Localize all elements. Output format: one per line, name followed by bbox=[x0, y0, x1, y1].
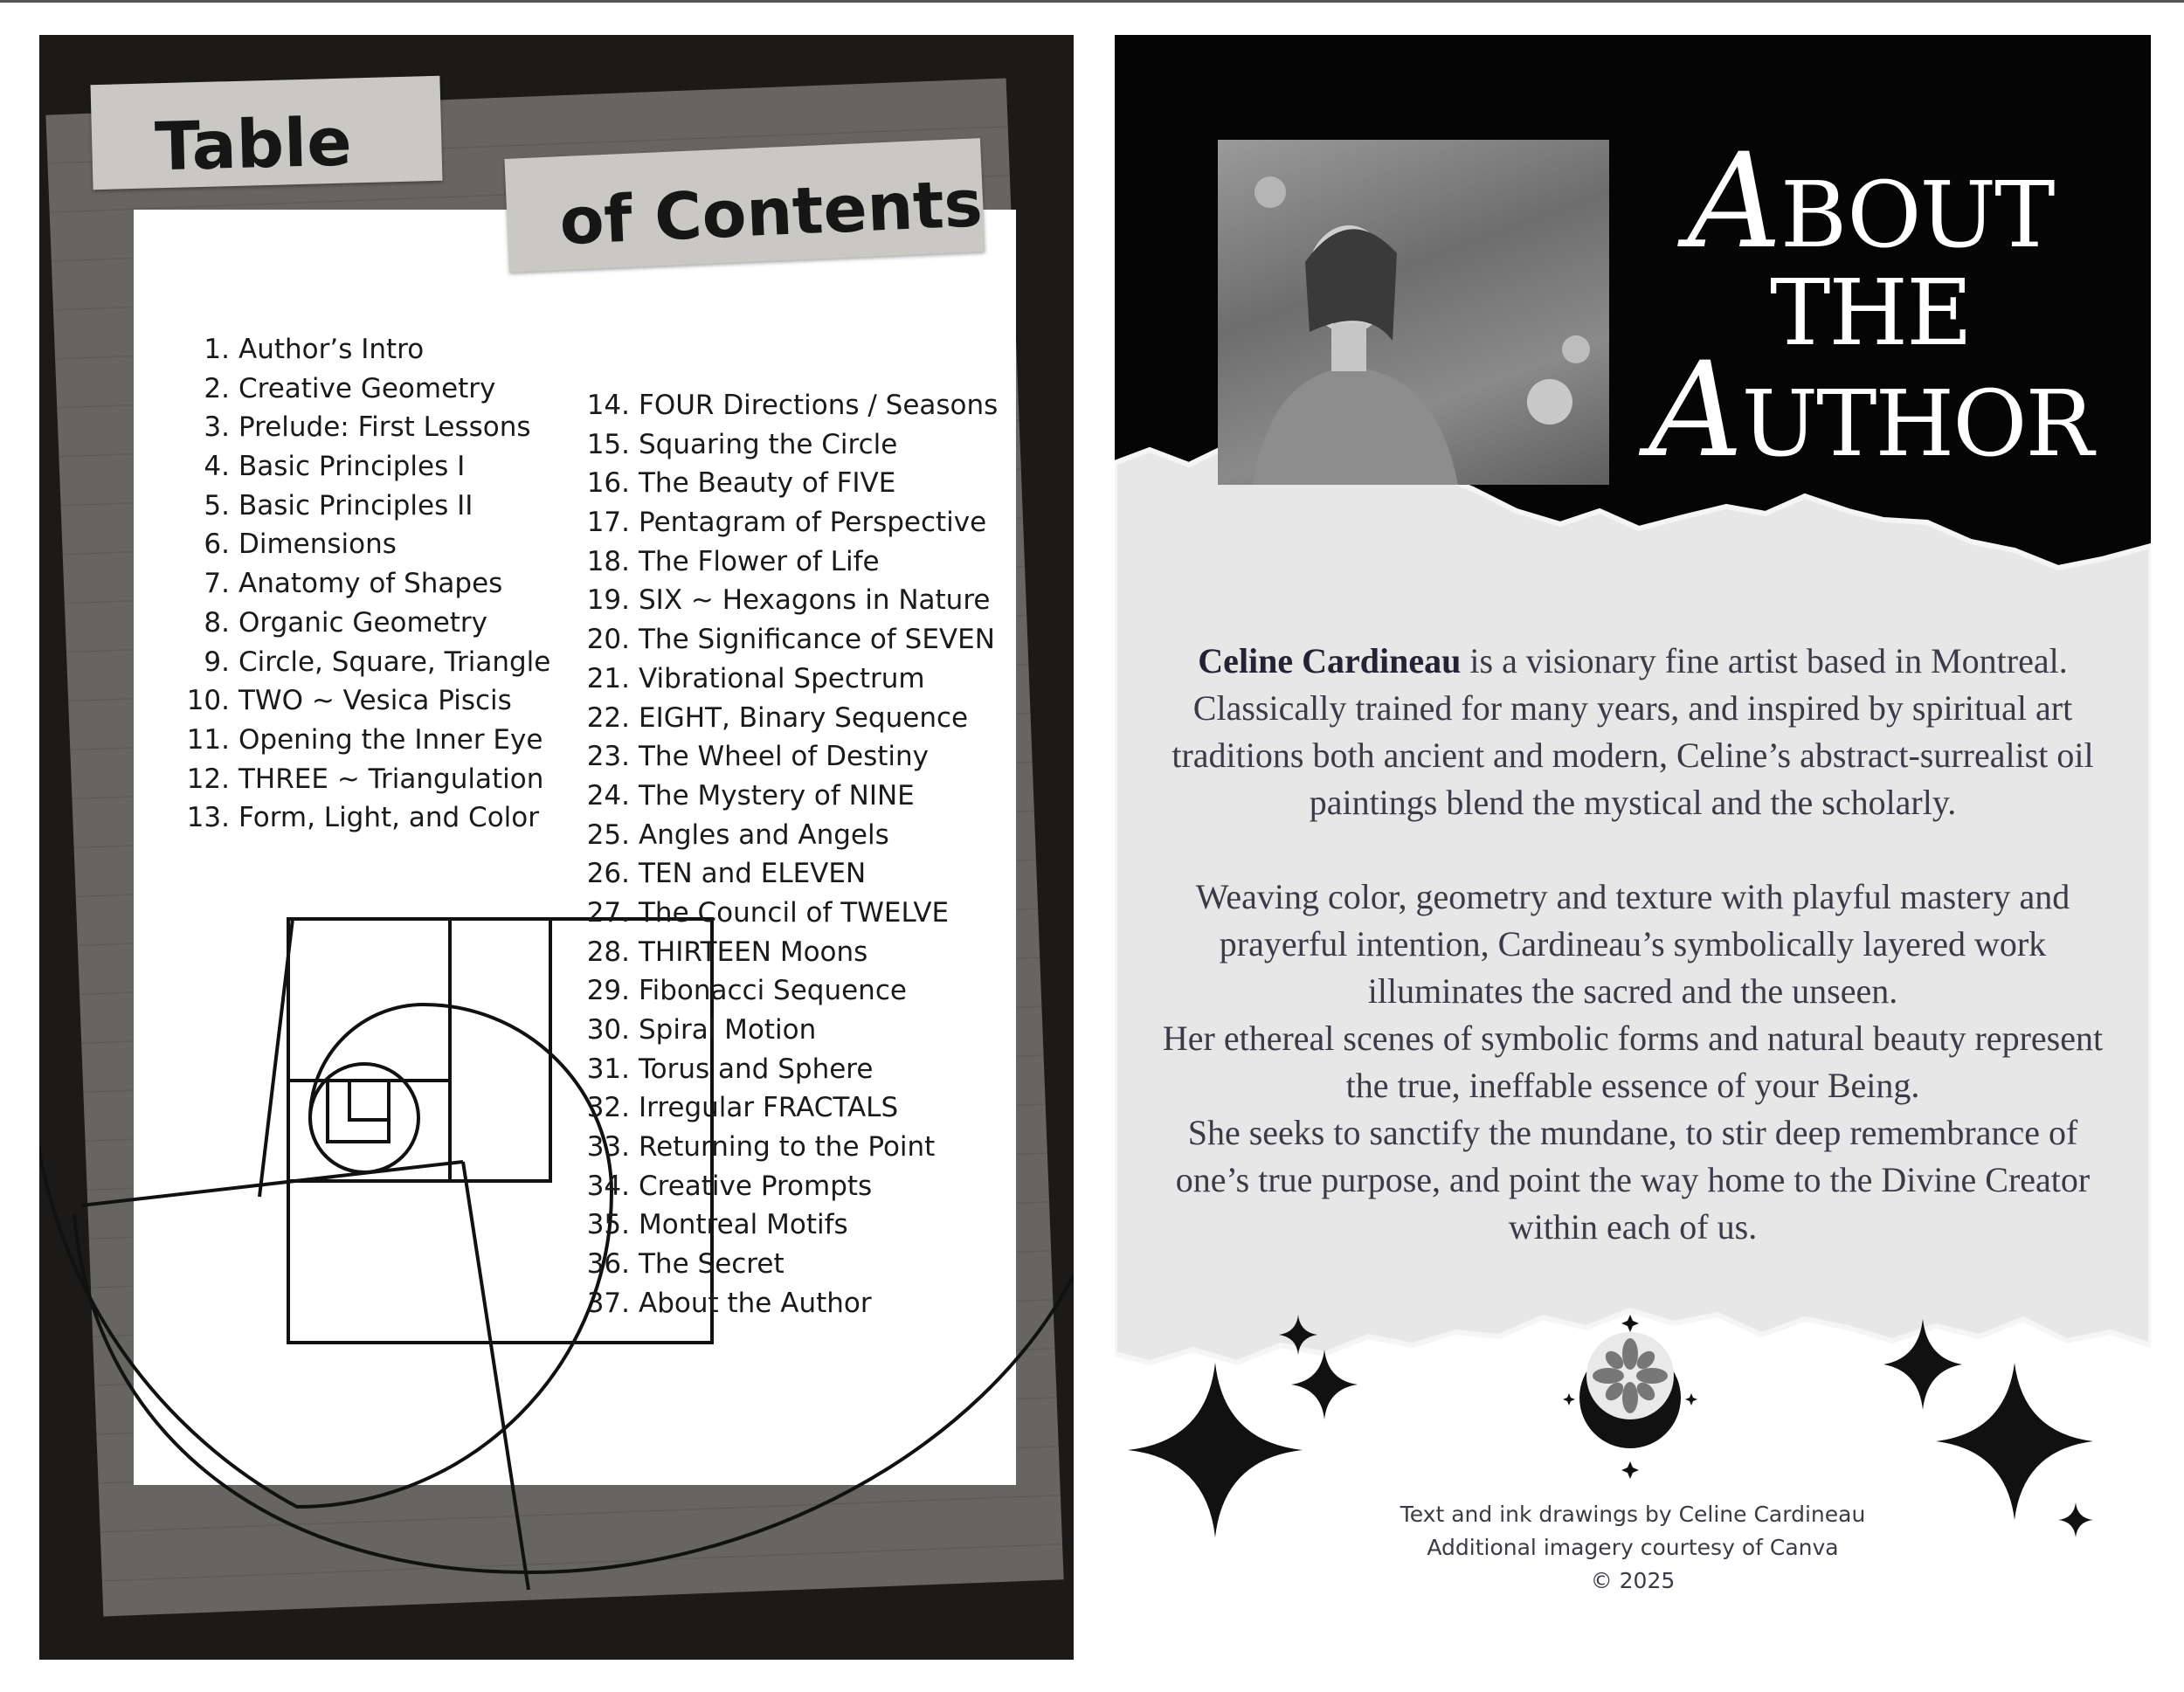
image-credits bbox=[1115, 1498, 2151, 1598]
toc-entry[interactable]: 2. Creative Geometry bbox=[204, 372, 496, 404]
top-border bbox=[0, 0, 2184, 3]
toc-entry[interactable]: 21. Vibrational Spectrum bbox=[586, 662, 925, 694]
toc-entry[interactable]: 5. Basic Principles II bbox=[204, 489, 473, 521]
toc-entry[interactable]: 4. Basic Principles I bbox=[204, 451, 466, 483]
toc-entry[interactable]: 18. The Flower of Life bbox=[586, 545, 880, 577]
credit-line-1: Text and ink drawings by Celine Cardineau bbox=[1400, 1502, 1866, 1527]
toc-column-2 bbox=[579, 386, 998, 1323]
sparkle-mid-right-icon bbox=[1883, 1319, 1962, 1410]
author-name: Celine Cardineau bbox=[1198, 641, 1462, 680]
toc-entry[interactable]: 16. The Beauty of FIVE bbox=[586, 467, 896, 500]
toc-entry[interactable]: 29. Fibonacci Sequence bbox=[586, 975, 907, 1007]
toc-entry[interactable]: 3. Prelude: First Lessons bbox=[204, 411, 531, 444]
toc-entry[interactable]: 13. Form, Light, and Color bbox=[186, 802, 539, 834]
sparkle-tiny-left-icon bbox=[1279, 1315, 1317, 1355]
toc-entry[interactable]: 20. The Significance of SEVEN bbox=[586, 624, 995, 656]
toc-title-line2: of Contents bbox=[557, 166, 985, 260]
toc-entry[interactable]: 9. Circle, Square, Triangle bbox=[204, 646, 551, 678]
heading-line-1: ABOUT THE bbox=[1687, 126, 2054, 366]
toc-entry[interactable]: 34. Creative Prompts bbox=[586, 1170, 873, 1202]
toc-entry[interactable]: 7. Anatomy of Shapes bbox=[204, 568, 503, 600]
toc-entry[interactable]: 28. THIRTEEN Moons bbox=[586, 936, 868, 968]
toc-entry[interactable]: 30. Spiral Motion bbox=[586, 1014, 817, 1046]
bio-paragraph-1: Celine Cardineau is a visionary fine artist based in Montreal. Classically trained for many years, and inspired by spiritual art traditions both ancient and modern, Celine’s abstract-surrealist oil paintings blend the mystical and the scholarly. bbox=[1171, 641, 2094, 822]
golden-square-d bbox=[328, 1081, 389, 1142]
toc-entry[interactable]: 37. About the Author bbox=[586, 1287, 872, 1319]
golden-square-a bbox=[288, 919, 450, 1081]
toc-entry[interactable]: 32. Irregular FRACTALS bbox=[586, 1092, 899, 1124]
bio-paragraph-3: Her ethereal scenes of symbolic forms and natural beauty represent the true, ineffable essence of your Being. bbox=[1162, 1019, 2104, 1105]
sparkle-small-left-icon bbox=[1291, 1350, 1358, 1419]
toc-entry[interactable]: 22. EIGHT, Binary Sequence bbox=[586, 701, 969, 734]
golden-square-e bbox=[349, 1081, 389, 1120]
heading-line-2: AUTHOR bbox=[1648, 335, 2092, 487]
toc-entry[interactable]: 23. The Wheel of Destiny bbox=[586, 741, 930, 773]
toc-entry[interactable]: 27. The Council of TWELVE bbox=[586, 896, 950, 929]
spiral-curve bbox=[39, 1000, 612, 1507]
golden-line-d bbox=[463, 1162, 529, 1590]
toc-entry[interactable]: 10. TWO ~ Vesica Piscis bbox=[186, 685, 512, 717]
toc-entry[interactable]: 8. Organic Geometry bbox=[204, 606, 488, 639]
moon-flower-emblem-icon bbox=[1563, 1315, 1697, 1479]
sparkle-decorations bbox=[1115, 35, 2151, 1660]
about-the-author-page bbox=[1115, 35, 2151, 1660]
toc-title-line1: Table bbox=[154, 102, 353, 186]
bio-paragraph-2: Weaving color, geometry and texture with playful mastery and prayerful intention, Cardineau’s symbolically layered work illuminates the sacred and the unseen. bbox=[1195, 877, 2070, 1011]
credit-line-2: Additional imagery courtesy of Canva bbox=[1427, 1535, 1839, 1560]
toc-column-1 bbox=[179, 330, 550, 838]
sparkle-large-right-icon bbox=[1936, 1363, 2093, 1520]
toc-entry[interactable]: 14. FOUR Directions / Seasons bbox=[586, 390, 999, 421]
toc-entry[interactable]: 17. Pentagram of Perspective bbox=[586, 507, 987, 539]
toc-entry[interactable]: 33. Returning to the Point bbox=[586, 1131, 936, 1164]
toc-entry[interactable]: 24. The Mystery of NINE bbox=[586, 779, 915, 811]
golden-line-c bbox=[81, 1162, 463, 1205]
toc-entry[interactable]: 26. TEN and ELEVEN bbox=[586, 858, 867, 890]
bio-paragraph-4: She seeks to sanctify the mundane, to stir deep remembrance of one’s true purpose, and point the way home to the Divine Creator within each of us. bbox=[1175, 1113, 2091, 1247]
toc-entry[interactable]: 36. The Secret bbox=[586, 1248, 784, 1281]
table-of-contents-page bbox=[39, 35, 1074, 1660]
credit-line-3: © 2025 bbox=[1590, 1568, 1676, 1593]
toc-entry[interactable]: 31. Torus and Sphere bbox=[586, 1053, 874, 1085]
toc-entry[interactable]: 15. Squaring the Circle bbox=[586, 428, 898, 460]
toc-entry[interactable]: 19. SIX ~ Hexagons in Nature bbox=[586, 584, 991, 617]
toc-entry[interactable]: 1. Author’s Intro bbox=[204, 334, 425, 365]
toc-entry[interactable]: 12. THREE ~ Triangulation bbox=[186, 763, 544, 795]
toc-entry[interactable]: 6. Dimensions bbox=[204, 528, 397, 561]
toc-entry[interactable]: 25. Angles and Angels bbox=[586, 818, 889, 851]
toc-entry[interactable]: 35. Montreal Motifs bbox=[586, 1209, 848, 1241]
toc-entry[interactable]: 11. Opening the Inner Eye bbox=[186, 723, 543, 756]
